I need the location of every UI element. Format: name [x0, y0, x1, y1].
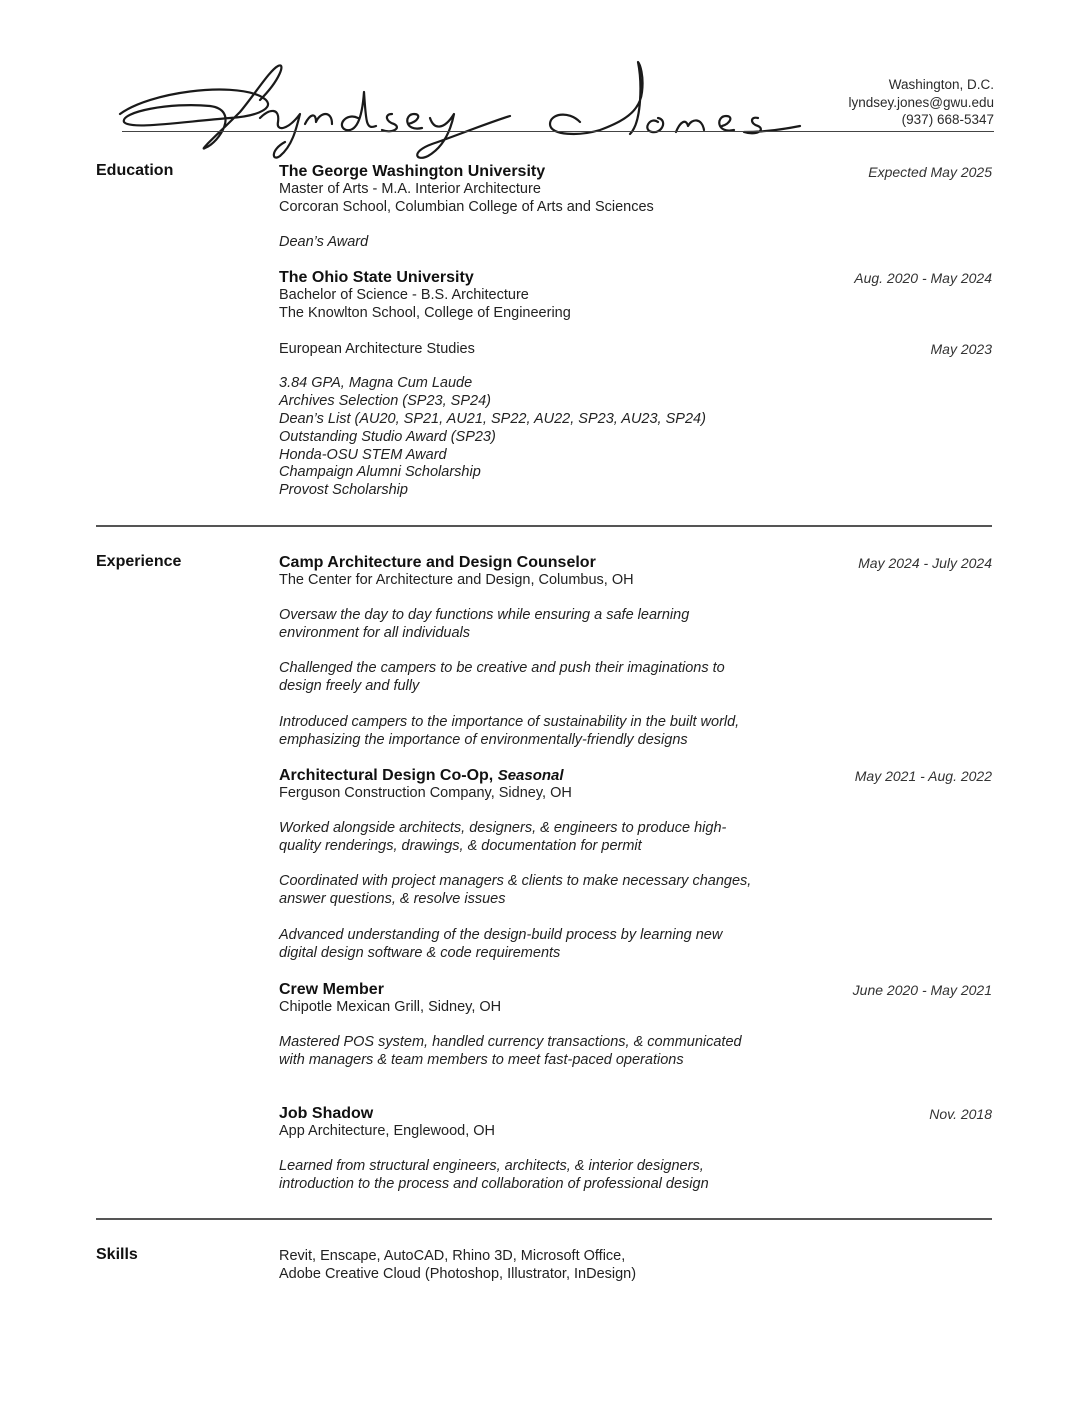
bullet-line: environment for all individuals — [279, 624, 471, 641]
skills-line: Revit, Enscape, AutoCAD, Rhino 3D, Microsoft Office, — [279, 1248, 626, 1264]
school-name: The George Washington University — [279, 163, 546, 180]
date-range: June 2020 - May 2021 — [852, 982, 992, 998]
organization: App Architecture, Englewood, OH — [279, 1123, 496, 1139]
honor-item: Archives Selection (SP23, SP24) — [279, 393, 491, 410]
college: The Knowlton School, College of Engineering — [279, 304, 571, 321]
date-range: May 2024 - July 2024 — [858, 555, 992, 571]
honor-item: Dean’s List (AU20, SP21, AU21, SP22, AU22, SP23, AU23, SP24) — [279, 410, 706, 427]
job-title-suffix: Seasonal — [497, 767, 564, 784]
location: Washington, D.C. — [888, 77, 994, 92]
organization: Chipotle Mexican Grill, Sidney, OH — [279, 999, 502, 1015]
honor-item: Champaign Alumni Scholarship — [279, 464, 481, 481]
award: Dean’s Award — [279, 233, 369, 250]
job-title: Crew Member — [279, 981, 384, 998]
job-entry — [279, 1104, 992, 1193]
honors-list — [279, 375, 992, 500]
job-bullet — [279, 1158, 992, 1194]
section-label-skills: Skills — [96, 1246, 138, 1263]
honor-item: 3.84 GPA, Magna Cum Laude — [279, 375, 473, 392]
phone: (937) 668-5347 — [901, 112, 994, 127]
job-bullet — [279, 714, 992, 750]
bullet-line: Mastered POS system, handled currency transactions, & communicated — [279, 1033, 742, 1050]
bullet-line: introduction to the process and collaboration of professional design — [279, 1175, 709, 1192]
degree: Master of Arts - M.A. Interior Architecture — [279, 181, 541, 197]
bullet-line: digital design software & code requirements — [279, 944, 561, 961]
job-bullet — [279, 820, 992, 856]
job-bullet — [279, 1034, 992, 1070]
degree: Bachelor of Science - B.S. Architecture — [279, 287, 529, 303]
skills-section — [279, 1248, 992, 1284]
job-bullet — [279, 660, 992, 696]
honor-item: Outstanding Studio Award (SP23) — [279, 428, 496, 445]
skills-line: Adobe Creative Cloud (Photoshop, Illustrator, InDesign) — [279, 1265, 637, 1282]
section-divider — [96, 525, 992, 527]
bullet-line: Learned from structural engineers, architects, & interior designers, — [279, 1157, 704, 1174]
job-entry — [279, 766, 992, 963]
job-bullet — [279, 873, 992, 909]
organization: The Center for Architecture and Design, Columbus, OH — [279, 572, 634, 588]
job-bullet — [279, 927, 992, 963]
school-name: The Ohio State University — [279, 269, 474, 286]
study-abroad-row — [279, 341, 992, 359]
bullet-line: Worked alongside architects, designers, & engineers to produce high- — [279, 819, 727, 836]
email-link[interactable]: lyndsey.jones@gwu.edu — [848, 94, 994, 110]
bullet-line: emphasizing the importance of environmentally-friendly designs — [279, 731, 688, 748]
signature-name-logo — [110, 52, 820, 162]
contact-info — [848, 76, 994, 129]
header-divider — [122, 131, 994, 132]
bullet-line: Oversaw the day to day functions while ensuring a safe learning — [279, 606, 690, 623]
job-entry — [279, 553, 992, 750]
bullet-line: Challenged the campers to be creative and push their imaginations to — [279, 660, 725, 677]
bullet-line: Coordinated with project managers & clients to make necessary changes, — [279, 873, 752, 890]
organization: Ferguson Construction Company, Sidney, OH — [279, 785, 572, 801]
education-entry-osu — [279, 268, 992, 500]
education-entry-gwu — [279, 162, 992, 251]
job-bullet — [279, 607, 992, 643]
college: Corcoran School, Columbian College of Arts and Sciences — [279, 198, 654, 215]
date-range: Nov. 2018 — [929, 1106, 992, 1122]
bullet-line: design freely and fully — [279, 678, 420, 695]
job-title-main: Architectural Design Co-Op, — [279, 767, 494, 784]
bullet-line: Introduced campers to the importance of sustainability in the built world, — [279, 713, 740, 730]
bullet-line: with managers & team members to meet fast-paced operations — [279, 1051, 684, 1068]
date-range: May 2021 - Aug. 2022 — [854, 768, 992, 784]
section-divider — [96, 1218, 992, 1220]
section-label-experience: Experience — [96, 553, 182, 570]
job-title: Job Shadow — [279, 1105, 374, 1122]
date-range: Expected May 2025 — [868, 164, 992, 180]
bullet-line: answer questions, & resolve issues — [279, 891, 506, 908]
study-abroad: European Architecture Studies — [279, 340, 475, 357]
honor-item: Provost Scholarship — [279, 482, 408, 499]
honor-item: Honda-OSU STEM Award — [279, 446, 447, 463]
job-entry — [279, 980, 992, 1069]
date-range: May 2023 — [930, 340, 992, 357]
section-label-education: Education — [96, 162, 174, 179]
job-title: Camp Architecture and Design Counselor — [279, 554, 596, 571]
bullet-line: Advanced understanding of the design-build process by learning new — [279, 926, 723, 943]
bullet-line: quality renderings, drawings, & documentation for permit — [279, 837, 642, 854]
date-range: Aug. 2020 - May 2024 — [854, 270, 992, 286]
